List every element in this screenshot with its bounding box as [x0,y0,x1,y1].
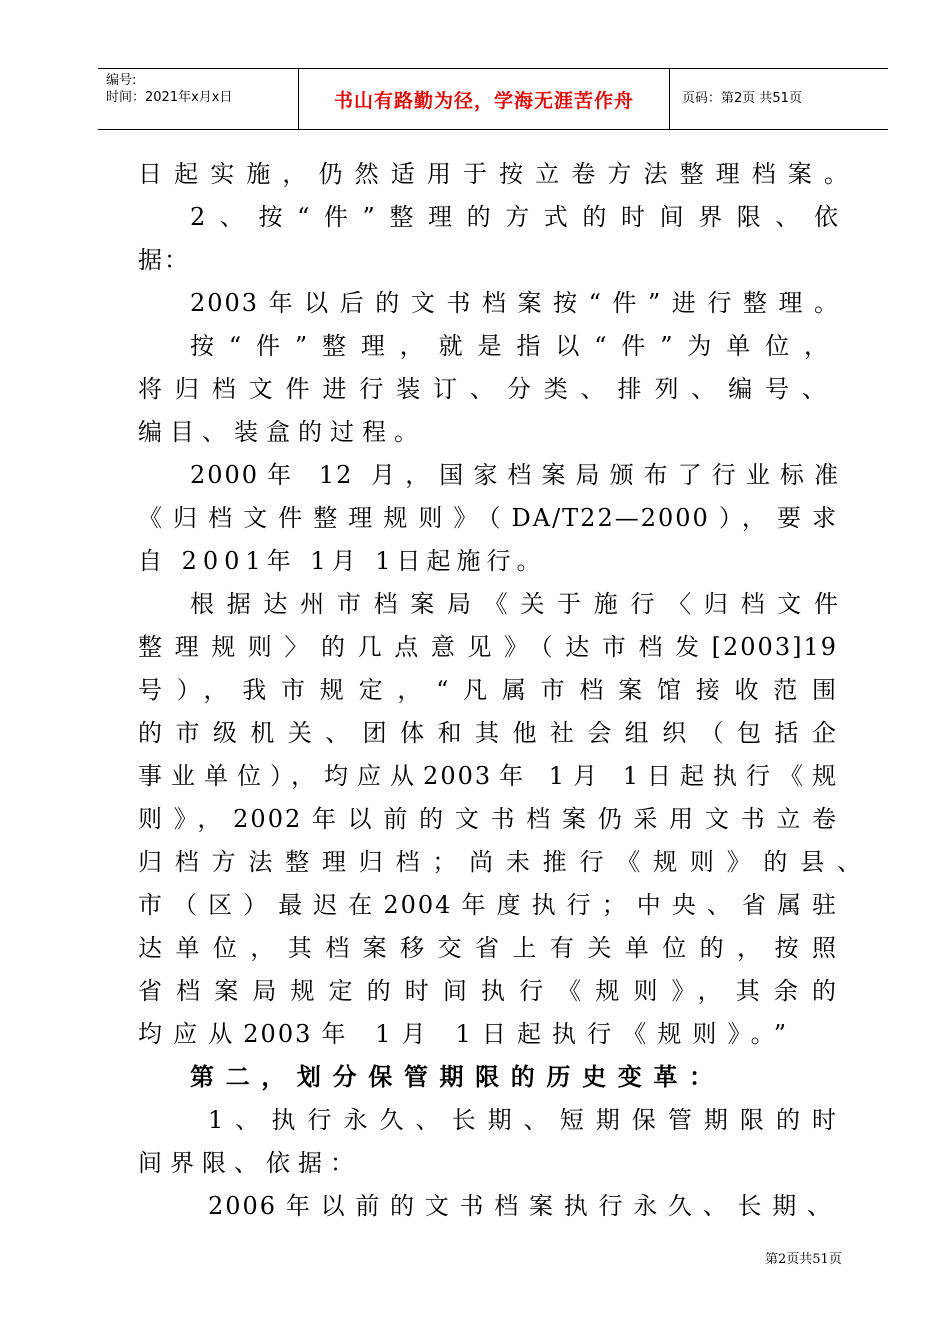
body-line: 根据达州市档案局《关于施行〈归档文件 [190,590,840,618]
motto-text: 书山有路勤为径，学海无涯苦作舟 [333,90,634,112]
header-meta-cell [98,69,299,129]
body-line: 均应从2003年 1月 1日起执行《规则》。” [138,1020,788,1048]
body-line: 达单位，其档案移交省上有关单位的，按照 [138,934,838,962]
body-line: 编目、装盒的过程。 [138,418,426,446]
date-label: 时间：2021年x月x日 [106,90,233,105]
body-line: 整理规则〉的几点意见》（达市档发[2003]19 [138,633,838,661]
header-motto-cell [299,69,670,129]
body-line: 的市级机关、团体和其他社会组织（包括企 [138,719,838,747]
body-line: 自 2001年 1月 1日起施行。 [138,547,547,575]
body-line: 2、按“件”整理的方式的时间界限、依 [190,203,840,231]
body-line: 2006年以前的文书档案执行永久、长期、 [208,1192,833,1220]
serial-number-label: 编号: [106,73,137,88]
body-line: 据： [138,246,190,274]
body-line: 1、执行永久、长期、短期保管期限的时 [208,1106,838,1134]
page-header [98,68,888,130]
body-line: 2003年以后的文书档案按“件”进行整理。 [190,289,840,317]
body-line: 将归档文件进行装订、分类、排列、编号、 [138,375,828,403]
body-line: 归档方法整理归档；尚未推行《规则》的县、 [138,848,863,876]
body-line: 2000年 12 月，国家档案局颁布了行业标准 [190,461,840,489]
body-line: 市（区）最迟在2004年度执行；中央、省属驻 [138,891,838,919]
body-line: 按“件”整理，就是指以“件”为单位， [190,332,830,360]
body-line: 省档案局规定的时间执行《规则》，其余的 [138,977,838,1005]
header-page-cell [670,69,888,129]
section-heading: 第二，划分保管期限的历史变革： [190,1062,715,1091]
body-line: 号），我市规定，“凡属市档案馆接收范围 [138,676,838,704]
body-line: 日起实施，仍然适用于按立卷方法整理档案。 [138,160,850,188]
body-line: 间界限、依据： [138,1149,362,1177]
footer-page-number: 第2页共51页 [765,1252,842,1267]
body-line: 事业单位），均应从2003年 1月 1日起执行《规 [138,762,838,790]
body-line: 则》，2002年以前的文书档案仍采用文书立卷 [138,805,838,833]
header-page-number: 页码：第2页 共51页 [682,91,802,106]
body-line: 《归档文件整理规则》（DA/T22—2000），要求 [138,504,838,532]
